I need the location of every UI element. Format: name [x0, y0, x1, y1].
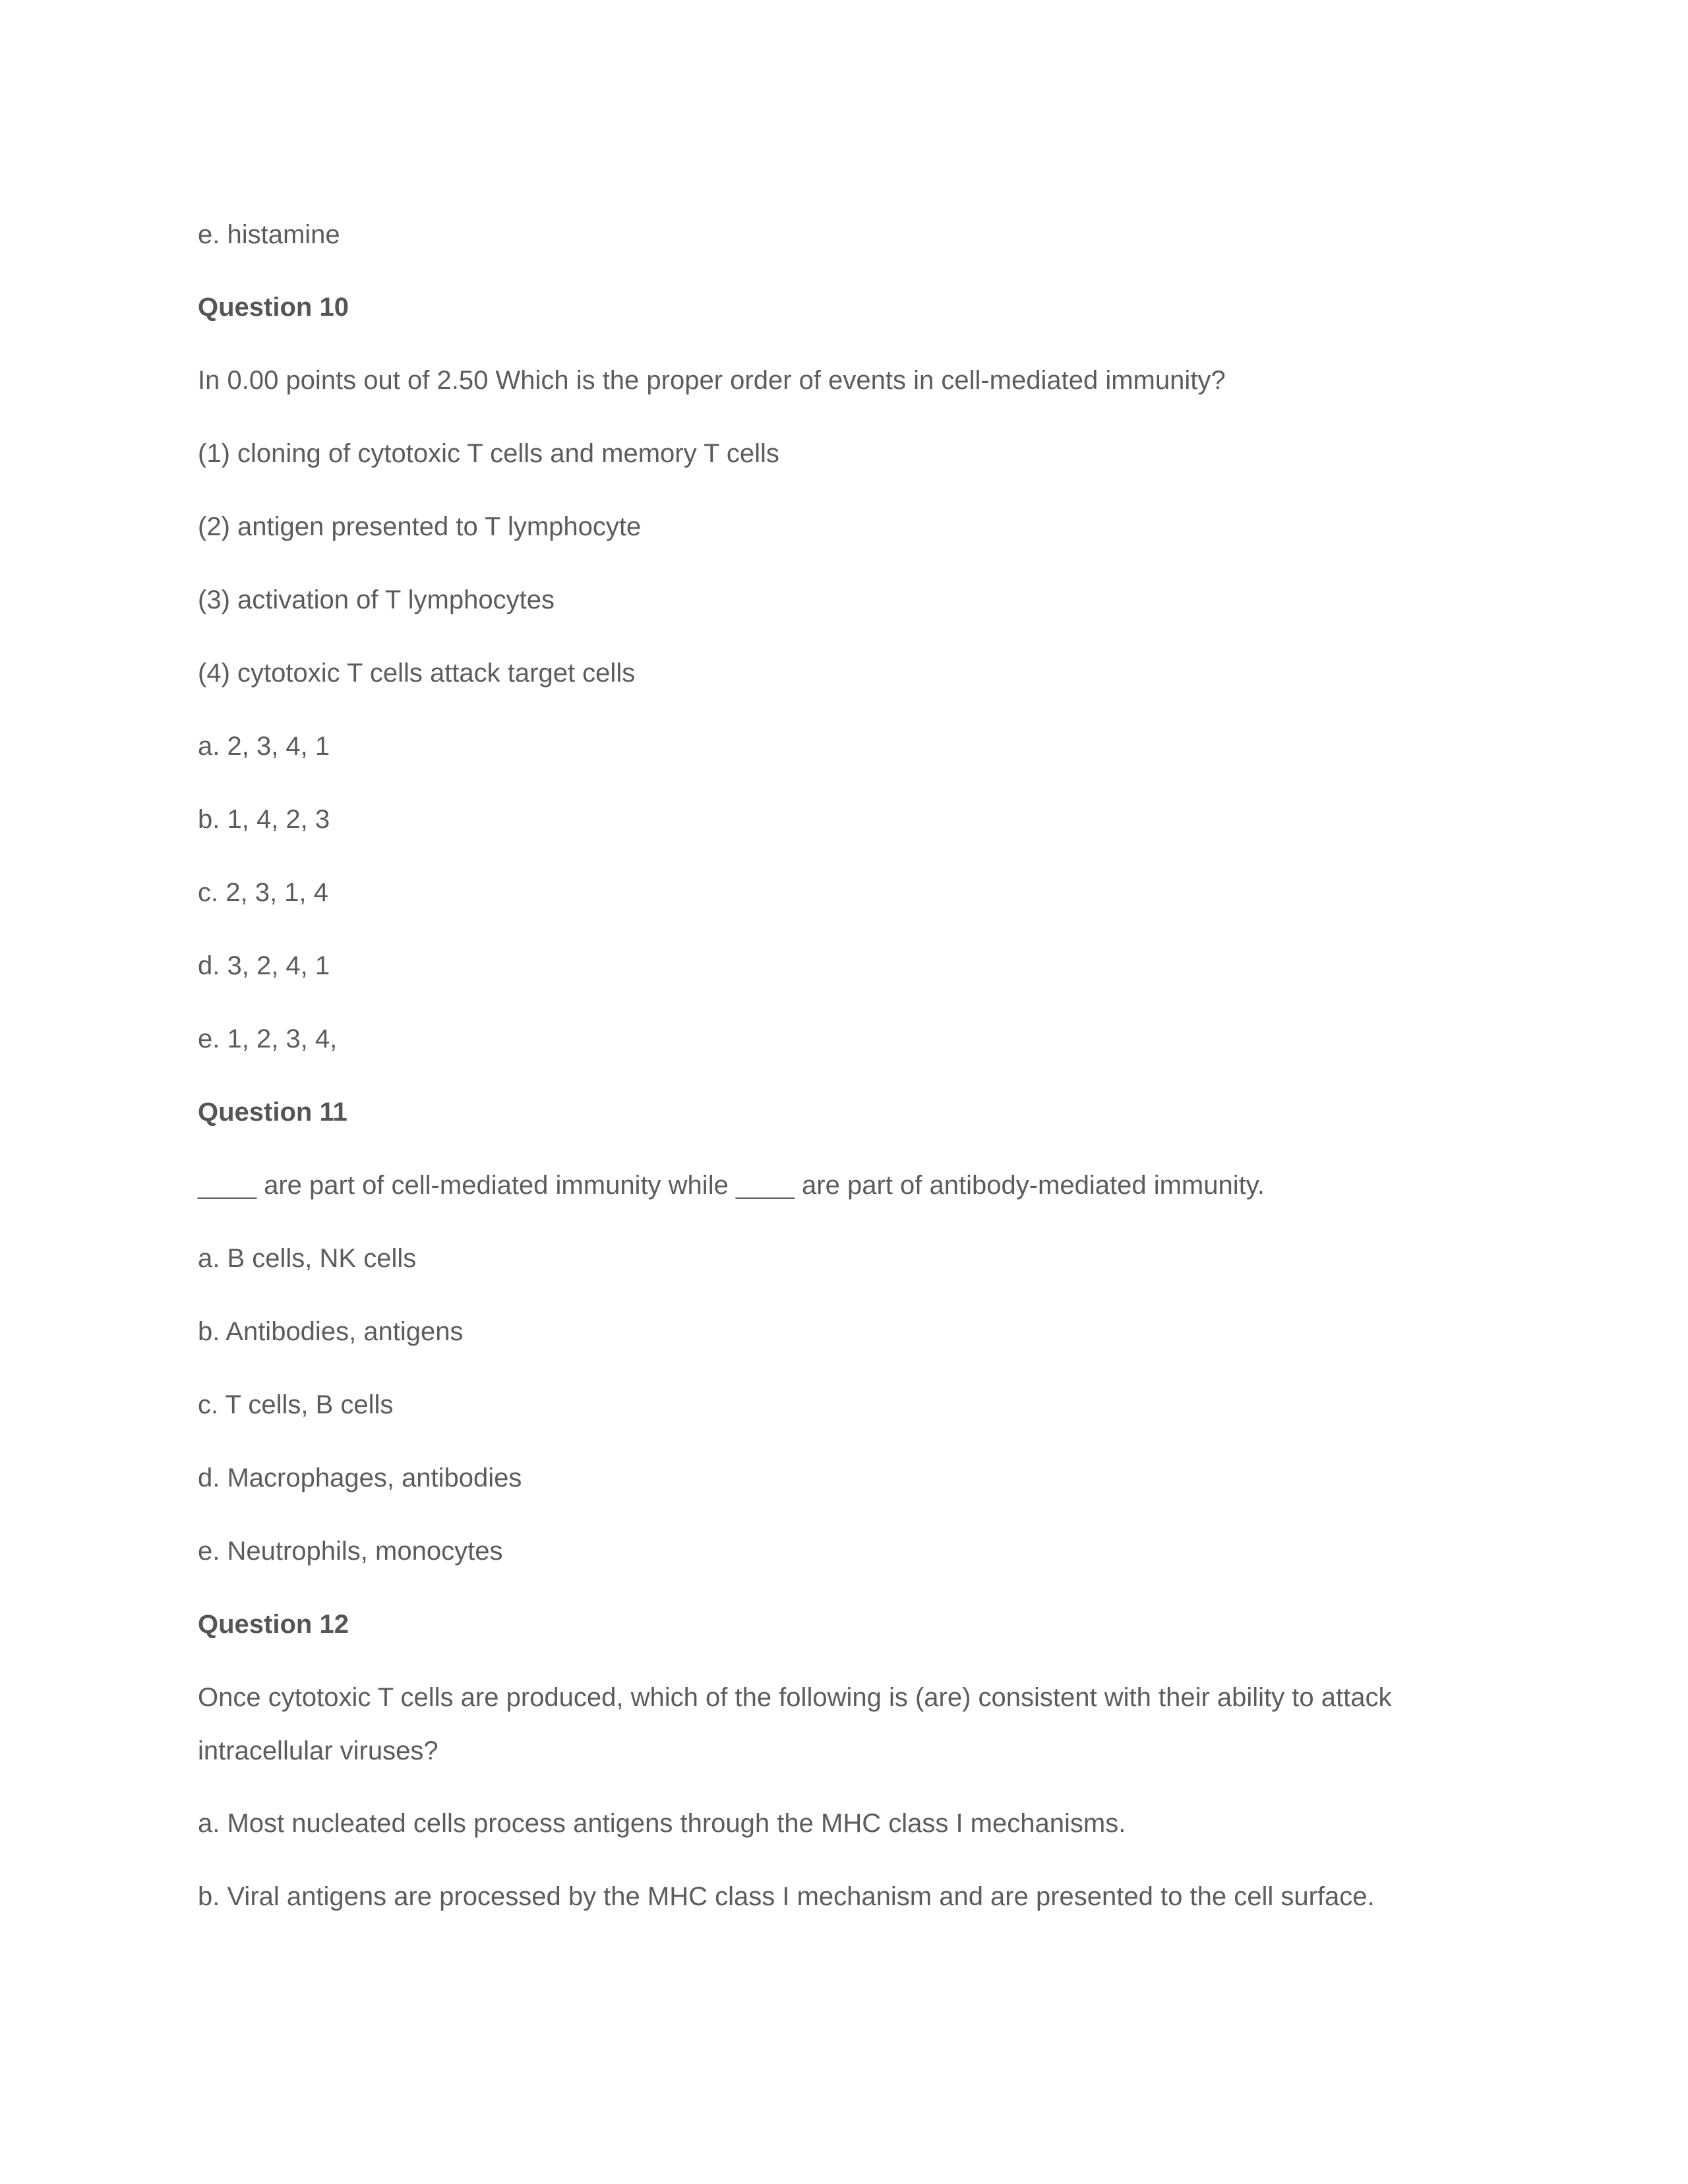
question-11-heading: Question 11 [198, 1098, 347, 1127]
question-11-option-e: e. Neutrophils, monocytes [198, 1537, 503, 1566]
question-11-option-d: d. Macrophages, antibodies [198, 1463, 522, 1492]
question-10-heading: Question 10 [198, 293, 349, 322]
question-10-option-c: c. 2, 3, 1, 4 [198, 878, 328, 907]
question-12-prompt-line-1: Once cytotoxic T cells are produced, which of the following is (are) consistent with their ability to attack [198, 1683, 1392, 1712]
question-10-option-b: b. 1, 4, 2, 3 [198, 805, 330, 834]
question-10-option-d: d. 3, 2, 4, 1 [198, 951, 330, 980]
option-e-histamine: e. histamine [198, 220, 340, 249]
question-11-option-c: c. T cells, B cells [198, 1390, 394, 1419]
question-11-prompt: ____ are part of cell-mediated immunity while ____ are part of antibody-mediated immunity. [198, 1171, 1265, 1200]
question-12-option-b: b. Viral antigens are processed by the MHC class I mechanism and are presented to the cell surface. [198, 1882, 1375, 1911]
question-10-option-a: a. 2, 3, 4, 1 [198, 732, 330, 761]
question-10-prompt: In 0.00 points out of 2.50 Which is the proper order of events in cell-mediated immunity? [198, 366, 1226, 395]
question-10-step-2: (2) antigen presented to T lymphocyte [198, 512, 642, 541]
question-10-step-4: (4) cytotoxic T cells attack target cells [198, 659, 636, 688]
question-10-step-3: (3) activation of T lymphocytes [198, 585, 555, 614]
question-12-option-a: a. Most nucleated cells process antigens through the MHC class I mechanisms. [198, 1809, 1126, 1838]
question-10-option-e: e. 1, 2, 3, 4, [198, 1024, 338, 1053]
question-11-option-b: b. Antibodies, antigens [198, 1317, 464, 1346]
question-12-prompt-line-2: intracellular viruses? [198, 1736, 438, 1765]
question-12-heading: Question 12 [198, 1610, 349, 1639]
question-10-step-1: (1) cloning of cytotoxic T cells and memory T cells [198, 439, 779, 468]
question-11-option-a: a. B cells, NK cells [198, 1244, 417, 1273]
